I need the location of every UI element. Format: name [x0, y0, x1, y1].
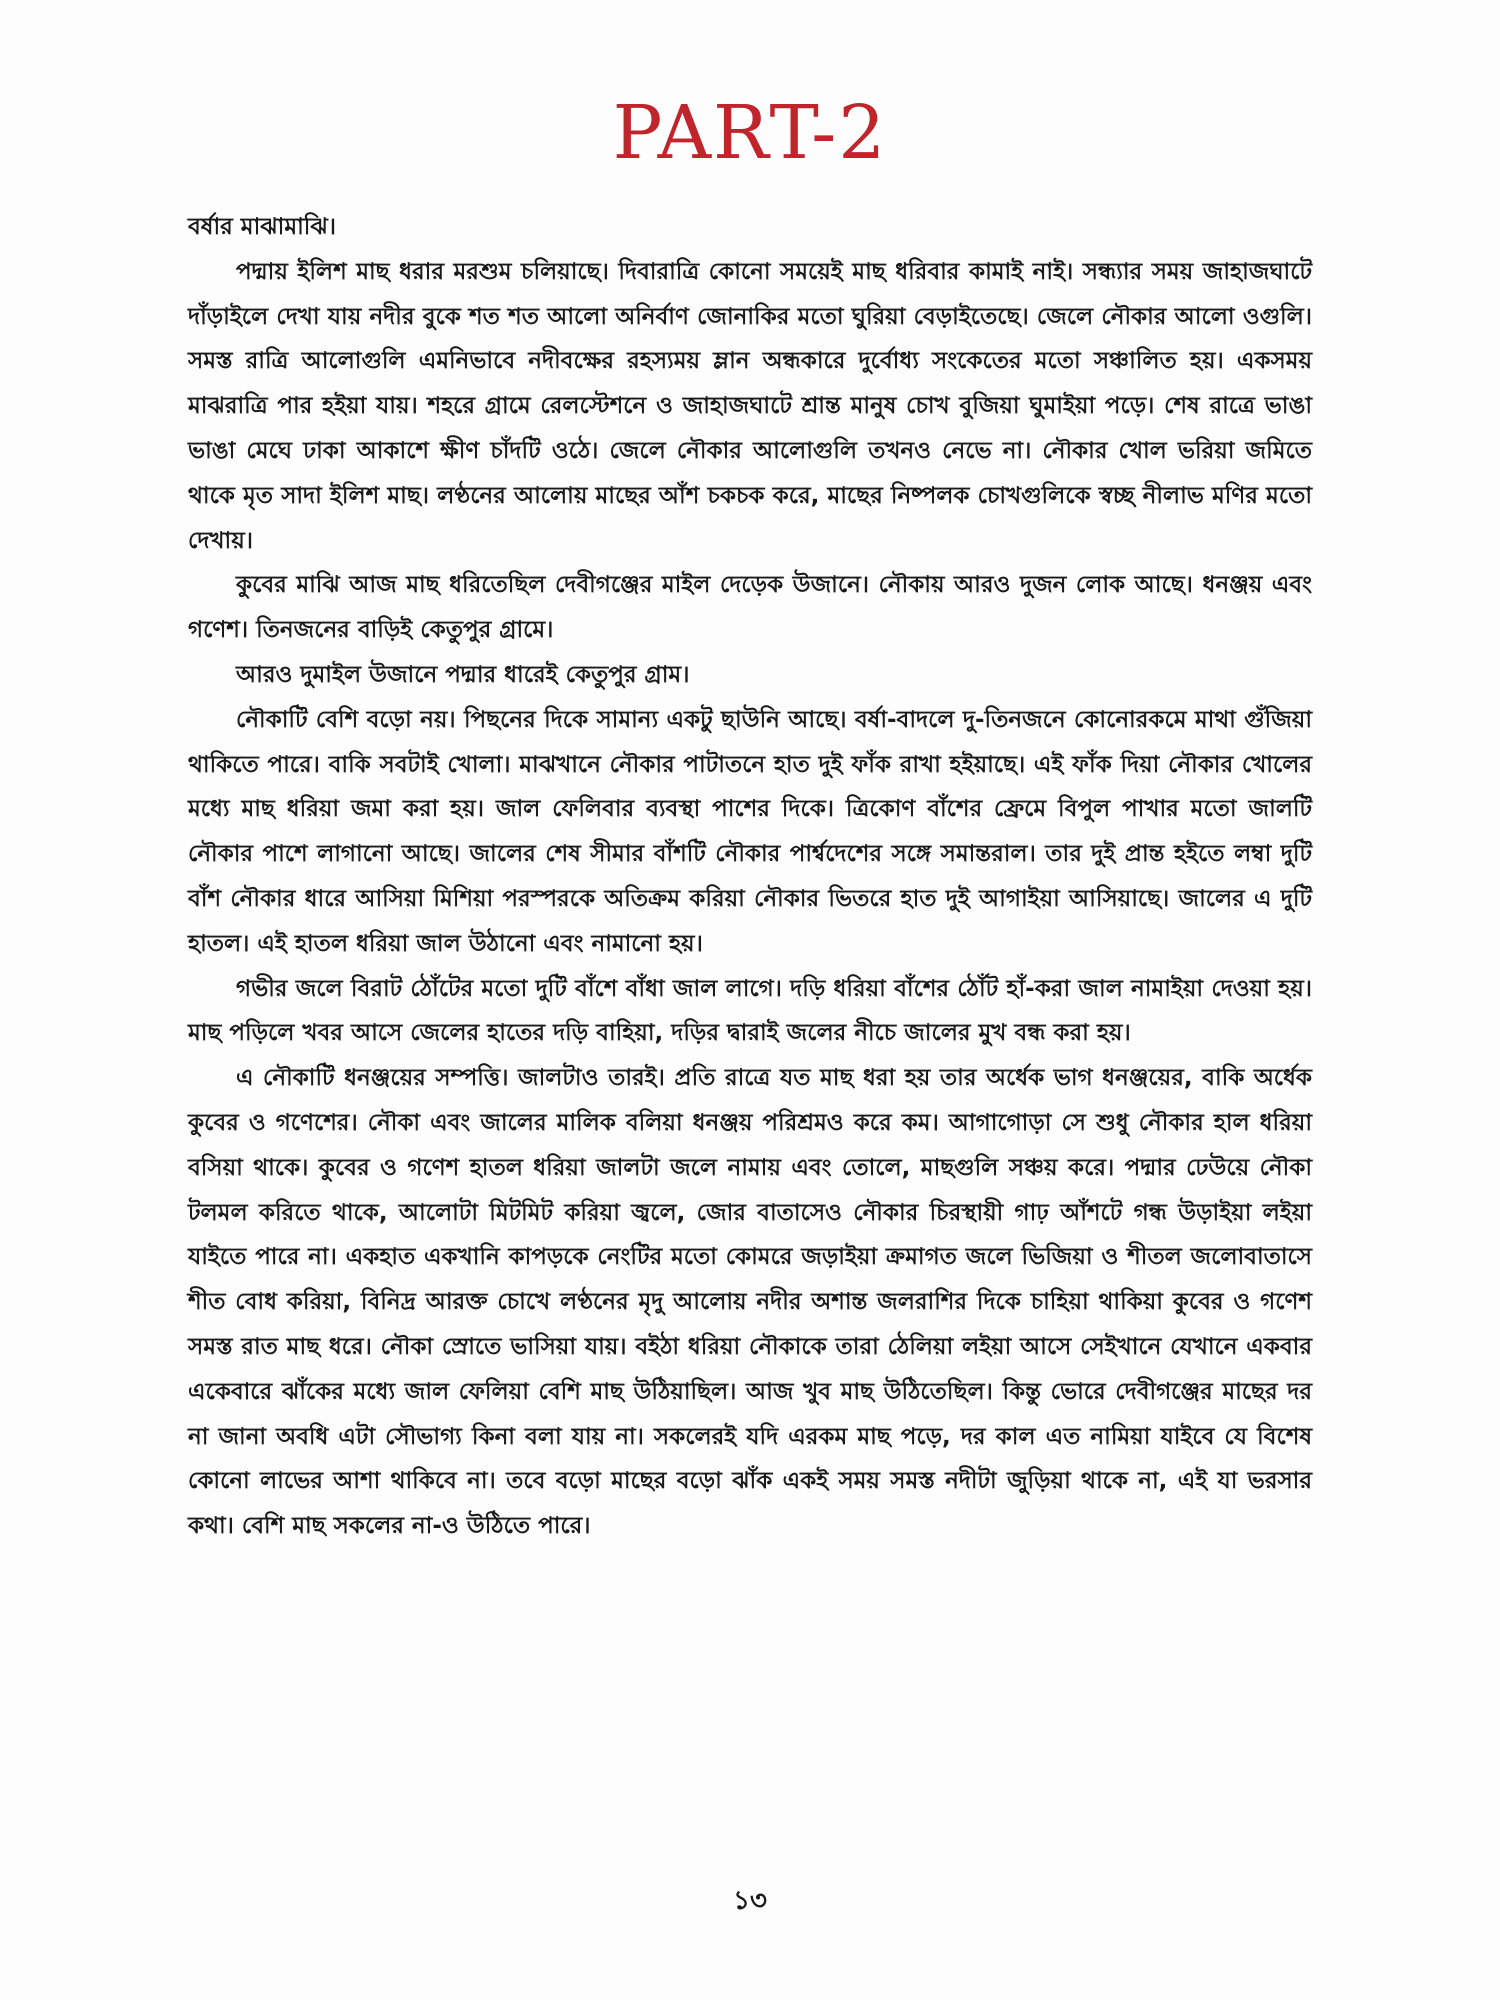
body-text: [188, 205, 1312, 1549]
page-number: ১৩: [733, 1886, 767, 1916]
paragraph-4: আরও দুমাইল উজানে পদ্মার ধারেই কেতুপুর গ্রাম।: [236, 661, 690, 688]
paragraph-5: নৌকাটি বেশি বড়ো নয়। পিছনের দিকে সামান্য একটু ছাউনি আছে। বর্ষা-বাদলে দু-তিনজনে কোনোরকমে মাথা গুঁজিয়া থাকিতে পারে। বাকি সবটাই খোলা। মাঝখানে নৌকার পাটাতনে হাত দুই ফাঁক রাখা হইয়াছে। এই ফাঁক দিয়া নৌকার খোলের মধ্যে মাছ ধরিয়া জমা করা হয়। জাল ফেলিবার ব্যবস্থা পাশের দিকে। ত্রিকোণ বাঁশের ফ্রেমে বিপুল পাখার মতো জালটি নৌকার পাশে লাগানো আছে। জালের শেষ সীমার বাঁশটি নৌকার পার্শ্বদেশের সঙ্গে সমান্তরাল। তার দুই প্রান্ত হইতে লম্বা দুটি বাঁশ নৌকার ধারে আসিয়া মিশিয়া পরস্পরকে অতিক্রম করিয়া নৌকার ভিতরে হাত দুই আগাইয়া আসিয়াছে। জালের এ দুটি হাতল। এই হাতল ধরিয়া জাল উঠানো এবং নামানো হয়।: [188, 706, 1312, 957]
paragraph-2: পদ্মায় ইলিশ মাছ ধরার মরশুম চলিয়াছে। দিবারাত্রি কোনো সময়েই মাছ ধরিবার কামাই নাই। সন্ধ্যার সময় জাহাজঘাটে দাঁড়াইলে দেখা যায় নদীর বুকে শত শত আলো অনির্বাণ জোনাকির মতো ঘুরিয়া বেড়াইতেছে। জেলে নৌকার আলো ওগুলি। সমস্ত রাত্রি আলোগুলি এমনিভাবে নদীবক্ষের রহস্যময় ম্লান অন্ধকারে দুর্বোধ্য সংকেতের মতো সঞ্চালিত হয়। একসময় মাঝরাত্রি পার হইয়া যায়। শহরে গ্রামে রেলস্টেশনে ও জাহাজঘাটে শ্রান্ত মানুষ চোখ বুজিয়া ঘুমাইয়া পড়ে। শেষ রাত্রে ভাঙা ভাঙা মেঘে ঢাকা আকাশে ক্ষীণ চাঁদটি ওঠে। জেলে নৌকার আলোগুলি তখনও নেভে না। নৌকার খোল ভরিয়া জমিতে থাকে মৃত সাদা ইলিশ মাছ। লণ্ঠনের আলোয় মাছের আঁশ চকচক করে, মাছের নিষ্পলক চোখগুলিকে স্বচ্ছ নীলাভ মণির মতো দেখায়।: [188, 258, 1312, 554]
paragraph-3: কুবের মাঝি আজ মাছ ধরিতেছিল দেবীগঞ্জের মাইল দেড়েক উজানে। নৌকায় আরও দুজন লোক আছে। ধনঞ্জয় এবং গণেশ। তিনজনের বাড়িই কেতুপুর গ্রামে।: [188, 572, 1312, 644]
page-heading: PART-2: [612, 90, 888, 176]
paragraph-7: এ নৌকাটি ধনঞ্জয়ের সম্পত্তি। জালটাও তারই। প্রতি রাত্রে যত মাছ ধরা হয় তার অর্ধেক ভাগ ধনঞ্জয়ের, বাকি অর্ধেক কুবের ও গণেশের। নৌকা এবং জালের মালিক বলিয়া ধনঞ্জয় পরিশ্রমও করে কম। আগাগোড়া সে শুধু নৌকার হাল ধরিয়া বসিয়া থাকে। কুবের ও গণেশ হাতল ধরিয়া জালটা জলে নামায় এবং তোলে, মাছগুলি সঞ্চয় করে। পদ্মার ঢেউয়ে নৌকা টলমল করিতে থাকে, আলোটা মিটমিট করিয়া জ্বলে, জোর বাতাসেও নৌকার চিরস্থায়ী গাঢ় আঁশটে গন্ধ উড়াইয়া লইয়া যাইতে পারে না। একহাত একখানি কাপড়কে নেংটির মতো কোমরে জড়াইয়া ক্রমাগত জলে ভিজিয়া ও শীতল জলোবাতাসে শীত বোধ করিয়া, বিনিদ্র আরক্ত চোখে লণ্ঠনের মৃদু আলোয় নদীর অশান্ত জলরাশির দিকে চাহিয়া থাকিয়া কুবের ও গণেশ সমস্ত রাত মাছ ধরে। নৌকা স্রোতে ভাসিয়া যায়। বইঠা ধরিয়া নৌকাকে তারা ঠেলিয়া লইয়া আসে সেইখানে যেখানে একবার একেবারে ঝাঁকের মধ্যে জাল ফেলিয়া বেশি মাছ উঠিয়াছিল। আজ খুব মাছ উঠিতেছিল। কিন্তু ভোরে দেবীগঞ্জের মাছের দর না জানা অবধি এটা সৌভাগ্য কিনা বলা যায় না। সকলেরই যদি এরকম মাছ পড়ে, দর কাল এত নামিয়া যাইবে যে বিশেষ কোনো লাভের আশা থাকিবে না। তবে বড়ো মাছের বড়ো ঝাঁক একই সময় সমস্ত নদীটা জুড়িয়া থাকে না, এই যা ভরসার কথা। বেশি মাছ সকলের না-ও উঠিতে পারে।: [188, 1065, 1312, 1540]
paragraph-1: বর্ষার মাঝামাঝি।: [188, 214, 336, 240]
paragraph-6: গভীর জলে বিরাট ঠোঁটের মতো দুটি বাঁশে বাঁধা জাল লাগে। দড়ি ধরিয়া বাঁশের ঠোঁট হাঁ-করা জাল নামাইয়া দেওয়া হয়। মাছ পড়িলে খবর আসে জেলের হাতের দড়ি বাহিয়া, দড়ির দ্বারাই জলের নীচে জালের মুখ বন্ধ করা হয়।: [188, 975, 1312, 1047]
